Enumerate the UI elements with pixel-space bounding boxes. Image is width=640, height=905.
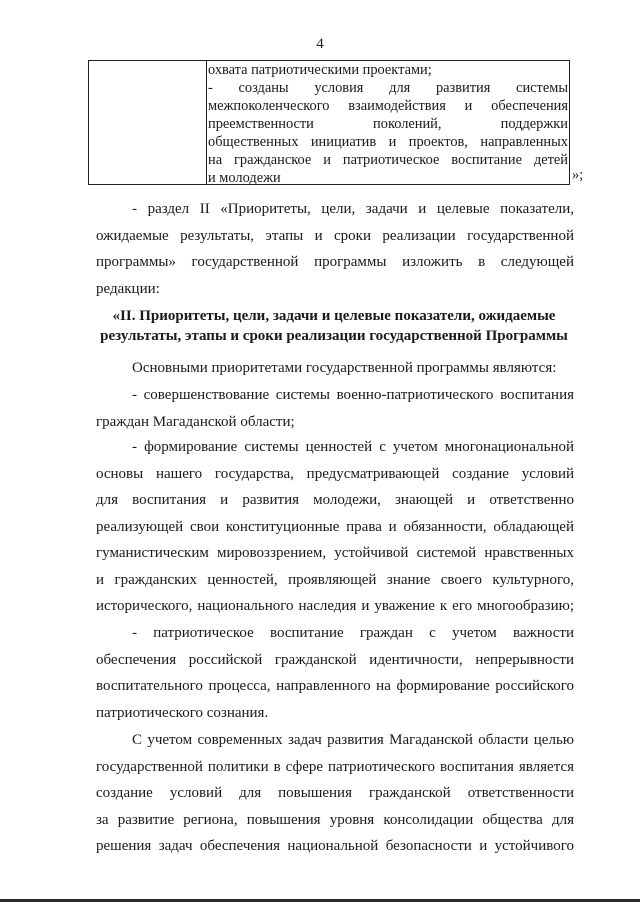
table-line: охвата патриотическими проектами; (208, 62, 432, 78)
table-empty-cell (89, 61, 207, 184)
table-line: межпоколенческого взаимодействия и обеспечения (208, 98, 568, 114)
table-line: и молодежи (208, 170, 281, 186)
paragraph-priority-3 (96, 620, 574, 726)
table-text-cell (207, 61, 569, 187)
text-line: патриотического сознания. (96, 704, 269, 721)
paragraph-section-change (96, 196, 574, 302)
text-line: для воспитания и развития молодежи, знающей и ответственно (96, 492, 574, 508)
text-line: воспитательного процесса, направленного на формирование российского (96, 678, 574, 694)
text-line: С учетом современных задач развития Магаданской области целью (132, 732, 574, 748)
bottom-border (0, 899, 640, 902)
page-number: 4 (316, 36, 324, 52)
paragraph-priority-2 (96, 434, 574, 620)
text-line: реализующей свои конституционные права и обязанности, обладающей (96, 518, 574, 535)
table-line: общественных инициатив и проектов, направленных (208, 134, 568, 150)
heading-line: «II. Приоритеты, цели, задачи и целевые показатели, ожидаемые (112, 308, 556, 324)
text-line: и гражданских ценностей, проявляющей знание своего культурного, (96, 571, 574, 588)
text-line: - раздел II «Приоритеты, цели, задачи и целевые показатели, (132, 201, 574, 217)
table-line: преемственности поколений, поддержки (208, 116, 568, 132)
text-line: решения задач обеспечения национальной безопасности и устойчивого (96, 838, 574, 854)
paragraph-goal (96, 727, 574, 860)
text-line: за развитие региона, повышения уровня консолидации общества для (96, 811, 574, 828)
text-line: граждан Магаданской области; (96, 413, 295, 430)
table-line: на гражданское и патриотическое воспитание детей (208, 152, 568, 168)
heading-line: результаты, этапы и сроки реализации государственной Программы (100, 328, 568, 344)
text-line: обеспечения российской гражданской идентичности, непрерывности (96, 651, 574, 668)
text-line: редакции: (96, 280, 160, 297)
paragraph-priority-1 (96, 382, 574, 435)
section-heading (88, 306, 580, 346)
text-line: - формирование системы ценностей с учетом многонациональной (132, 439, 574, 455)
text-line: исторического, национального наследия и уважение к его многообразию; (96, 598, 574, 614)
text-line: ожидаемые результаты, этапы и сроки реализации государственной (96, 227, 574, 244)
table-fragment (88, 60, 570, 185)
text-line: гуманистическим мировоззрением, устойчивой системой нравственных (96, 545, 574, 561)
text-line: государственной политики в сфере патриотического воспитания является (96, 758, 574, 775)
closing-quote: »; (572, 167, 584, 183)
text-line: создание условий для повышения гражданской ответственности (96, 785, 574, 801)
text-line: программы» государственной программы изложить в следующей (96, 254, 574, 270)
text-line: - патриотическое воспитание граждан с учетом важности (132, 625, 574, 641)
text-line: основы нашего государства, предусматривающей создание условий (96, 465, 574, 482)
text-line: - совершенствование системы военно-патриотического воспитания (132, 387, 574, 403)
table-line: - созданы условия для развития системы (208, 80, 568, 96)
text-line: Основными приоритетами государственной программы являются: (132, 360, 557, 376)
paragraph-priorities-intro (96, 355, 574, 382)
